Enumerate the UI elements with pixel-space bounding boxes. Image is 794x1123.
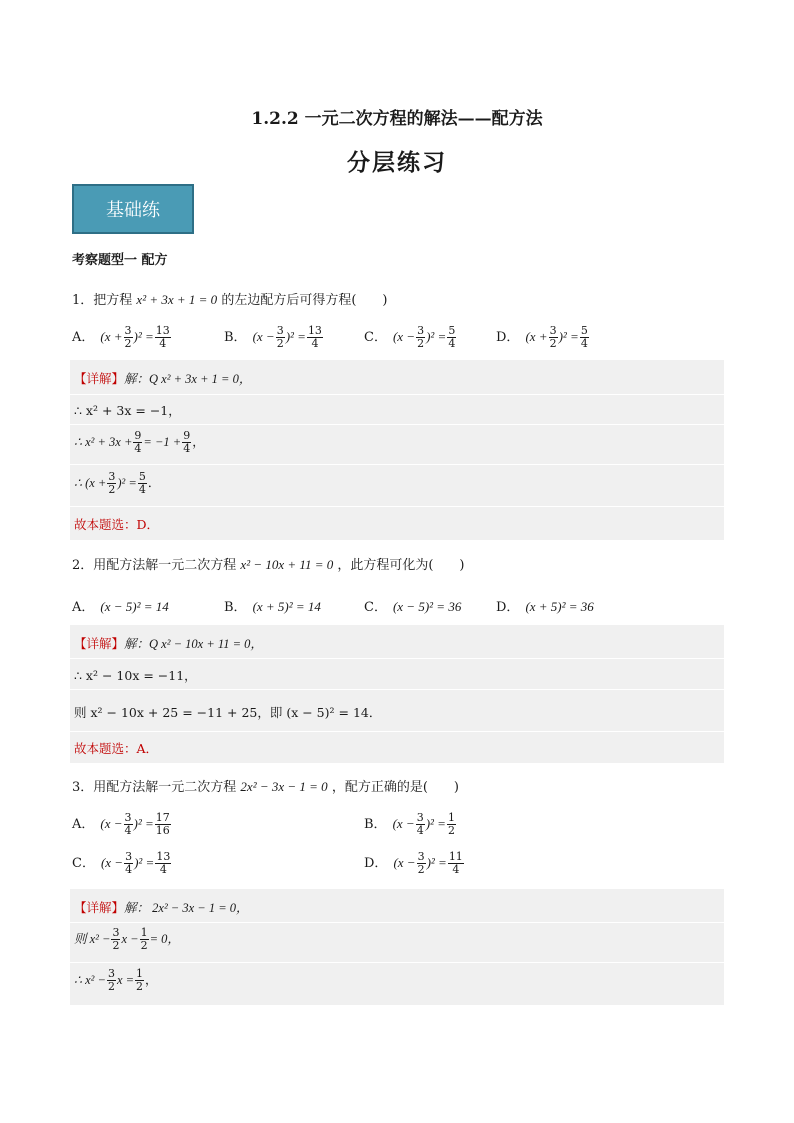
option-expr: (x + 5)² = 36 (525, 599, 594, 614)
fraction (307, 325, 323, 350)
solution-text: = 0， (149, 932, 180, 946)
section-heading: 考察题型一 配方 (72, 253, 168, 268)
q2-option-a[interactable] (72, 596, 169, 615)
numerator: 13 (307, 324, 322, 337)
q2-solution-box (70, 625, 724, 763)
numerator: 3 (112, 926, 120, 939)
fraction (124, 851, 133, 876)
option-expr: (x − (393, 855, 416, 870)
fraction (417, 851, 426, 876)
q2-solution-line-3: 则 x² − 10x + 25 = −11 + 25，即 (x − 5)² = 14． (74, 705, 382, 720)
solution-tag: 【详解】 (74, 371, 125, 386)
denominator: 4 (580, 337, 588, 350)
numerator: 5 (138, 470, 146, 483)
fraction (549, 325, 558, 350)
question-1-suffix: 的左边配方后可得方程( ) (221, 293, 388, 308)
option-expr: )² = (133, 816, 154, 831)
q2-solution-line-1 (74, 634, 263, 652)
denominator: 4 (311, 337, 319, 350)
q1-option-c[interactable] (364, 325, 457, 350)
solution-text: ， (192, 434, 205, 449)
question-3-prefix: 3．用配方法解一元二次方程 (72, 780, 237, 795)
question-1 (72, 289, 387, 308)
q1-solution-line-2: ∴ x² + 3x = −1， (74, 403, 181, 418)
q2-answer: 故本题选：A． (74, 741, 159, 756)
denominator: 2 (108, 483, 116, 496)
solution-text: ， (145, 972, 158, 987)
option-label: B． (224, 330, 247, 345)
solution-text: 解：Q x² − 10x + 11 = 0， (124, 637, 263, 651)
denominator: 2 (107, 980, 115, 993)
solution-tag: 【详解】 (74, 636, 125, 651)
numerator: 3 (124, 324, 132, 337)
numerator: 1 (136, 967, 144, 980)
denominator: 2 (276, 337, 284, 350)
denominator: 2 (417, 863, 425, 876)
fraction (416, 812, 425, 837)
denominator: 4 (138, 483, 146, 496)
option-expr: )² = (133, 329, 154, 344)
numerator: 3 (417, 324, 425, 337)
fraction (111, 927, 120, 952)
numerator: 3 (124, 811, 132, 824)
fraction (155, 851, 171, 876)
q1-answer: 故本题选：D． (74, 517, 160, 532)
fraction (135, 968, 144, 993)
option-expr: )² = (426, 855, 447, 870)
q3-option-d[interactable] (364, 851, 465, 876)
question-2-equation: x² − 10x + 11 = 0 (240, 557, 334, 572)
denominator: 4 (159, 337, 167, 350)
solution-text: ∴ x² − (74, 973, 106, 987)
q2-option-d[interactable] (496, 596, 594, 615)
option-expr: )² = (285, 329, 306, 344)
numerator: 17 (155, 811, 170, 824)
option-label: C． (72, 856, 95, 871)
option-expr: (x − (100, 855, 124, 870)
fraction (447, 812, 456, 837)
question-1-equation: x² + 3x + 1 = 0 (136, 292, 218, 307)
denominator: 2 (447, 824, 455, 837)
numerator: 3 (125, 850, 133, 863)
fraction (155, 325, 171, 350)
q1-solution-box (70, 360, 724, 540)
option-expr: (x − (392, 816, 415, 831)
denominator: 4 (124, 824, 132, 837)
denominator: 2 (112, 939, 120, 952)
option-expr: (x + (525, 329, 548, 344)
numerator: 13 (156, 850, 171, 863)
fraction (124, 325, 133, 350)
q1-solution-line-1 (74, 369, 251, 387)
numerator: 9 (134, 429, 142, 442)
option-label: C． (364, 330, 387, 345)
q3-option-b[interactable] (364, 812, 457, 837)
numerator: 3 (108, 470, 116, 483)
question-3-suffix: ，配方正确的是( ) (331, 780, 459, 795)
option-expr: (x − (100, 816, 123, 831)
fraction (276, 325, 285, 350)
denominator: 2 (140, 939, 148, 952)
question-3-equation: 2x² − 3x − 1 = 0 (240, 779, 328, 794)
fraction (580, 325, 589, 350)
numerator: 1 (447, 811, 455, 824)
solution-text: )² = (117, 476, 137, 490)
numerator: 9 (183, 429, 191, 442)
numerator: 3 (549, 324, 557, 337)
question-1-prefix: 1．把方程 (72, 293, 133, 308)
solution-text: ∴ (x + (74, 476, 107, 490)
q2-solution-line-2: ∴ x² − 10x = −11， (74, 668, 197, 683)
fraction (124, 812, 133, 837)
question-2 (72, 554, 465, 573)
q1-option-d[interactable] (496, 325, 590, 350)
page-subtitle: 分层练习 (347, 149, 447, 176)
option-expr: )² = (134, 855, 155, 870)
option-expr: )² = (425, 816, 446, 831)
denominator: 16 (155, 824, 170, 837)
option-label: A． (72, 817, 95, 832)
fraction (182, 430, 191, 455)
fraction (138, 471, 147, 496)
question-2-suffix: ，此方程可化为( ) (337, 558, 465, 573)
solution-text: 解：Q x² + 3x + 1 = 0， (124, 372, 252, 386)
q3-solution-box (70, 889, 724, 1005)
denominator: 4 (448, 337, 456, 350)
denominator: 4 (159, 863, 167, 876)
fraction (140, 927, 149, 952)
denominator: 4 (134, 442, 142, 455)
numerator: 1 (140, 926, 148, 939)
fraction (107, 968, 116, 993)
numerator: 13 (155, 324, 170, 337)
denominator: 2 (136, 980, 144, 993)
denominator: 4 (416, 824, 424, 837)
solution-text: x − (121, 932, 139, 946)
option-label: B． (364, 817, 387, 832)
fraction (107, 471, 116, 496)
option-label: D． (496, 600, 520, 615)
denominator: 2 (417, 337, 425, 350)
denominator: 4 (125, 863, 133, 876)
question-3 (72, 776, 459, 795)
page-title: 1.2.2 一元二次方程的解法——配方法 (251, 109, 543, 129)
option-expr: )² = (558, 329, 579, 344)
numerator: 3 (276, 324, 284, 337)
option-expr: (x + (100, 329, 123, 344)
option-expr: )² = (426, 329, 447, 344)
option-label: B． (224, 600, 247, 615)
level-badge: 基础练 (72, 184, 194, 234)
numerator: 3 (107, 967, 115, 980)
numerator: 11 (448, 850, 463, 863)
q3-solution-line-1 (74, 898, 249, 916)
numerator: 5 (448, 324, 456, 337)
numerator: 5 (580, 324, 588, 337)
q2-option-c[interactable] (364, 596, 461, 615)
q3-solution-line-2 (74, 927, 180, 952)
denominator: 4 (183, 442, 191, 455)
solution-tag: 【详解】 (74, 900, 125, 915)
question-2-prefix: 2．用配方法解一元二次方程 (72, 558, 237, 573)
numerator: 3 (417, 850, 425, 863)
q1-solution-line-3 (74, 430, 205, 455)
option-label: A． (72, 600, 95, 615)
option-expr: (x − (252, 329, 275, 344)
q1-option-b[interactable] (224, 325, 324, 350)
q3-solution-line-3 (74, 968, 158, 993)
fraction (416, 325, 425, 350)
solution-text: ∴ x² + 3x + (74, 435, 133, 449)
option-expr: (x + 5)² = 14 (252, 599, 321, 614)
q3-option-a[interactable] (72, 812, 172, 837)
q1-option-a[interactable] (72, 325, 172, 350)
solution-text: = −1 + (143, 435, 182, 449)
option-label: C． (364, 600, 387, 615)
option-label: A． (72, 330, 95, 345)
fraction (448, 851, 464, 876)
option-label: D． (496, 330, 520, 345)
numerator: 3 (416, 811, 424, 824)
denominator: 2 (124, 337, 132, 350)
option-expr: (x − 5)² = 36 (392, 599, 462, 614)
option-label: D． (364, 856, 388, 871)
option-expr: (x − 5)² = 14 (100, 599, 169, 614)
fraction (447, 325, 456, 350)
denominator: 2 (549, 337, 557, 350)
solution-text: ． (147, 475, 161, 490)
solution-text: x = (116, 973, 135, 987)
solution-text: 则 x² − (74, 932, 111, 946)
denominator: 4 (452, 863, 460, 876)
fraction (155, 812, 171, 837)
q2-option-b[interactable] (224, 596, 321, 615)
q3-option-c[interactable] (72, 851, 172, 876)
q1-solution-line-4 (74, 471, 160, 496)
fraction (133, 430, 142, 455)
option-expr: (x − (392, 329, 416, 344)
solution-text: 解： 2x² − 3x − 1 = 0， (124, 901, 249, 915)
